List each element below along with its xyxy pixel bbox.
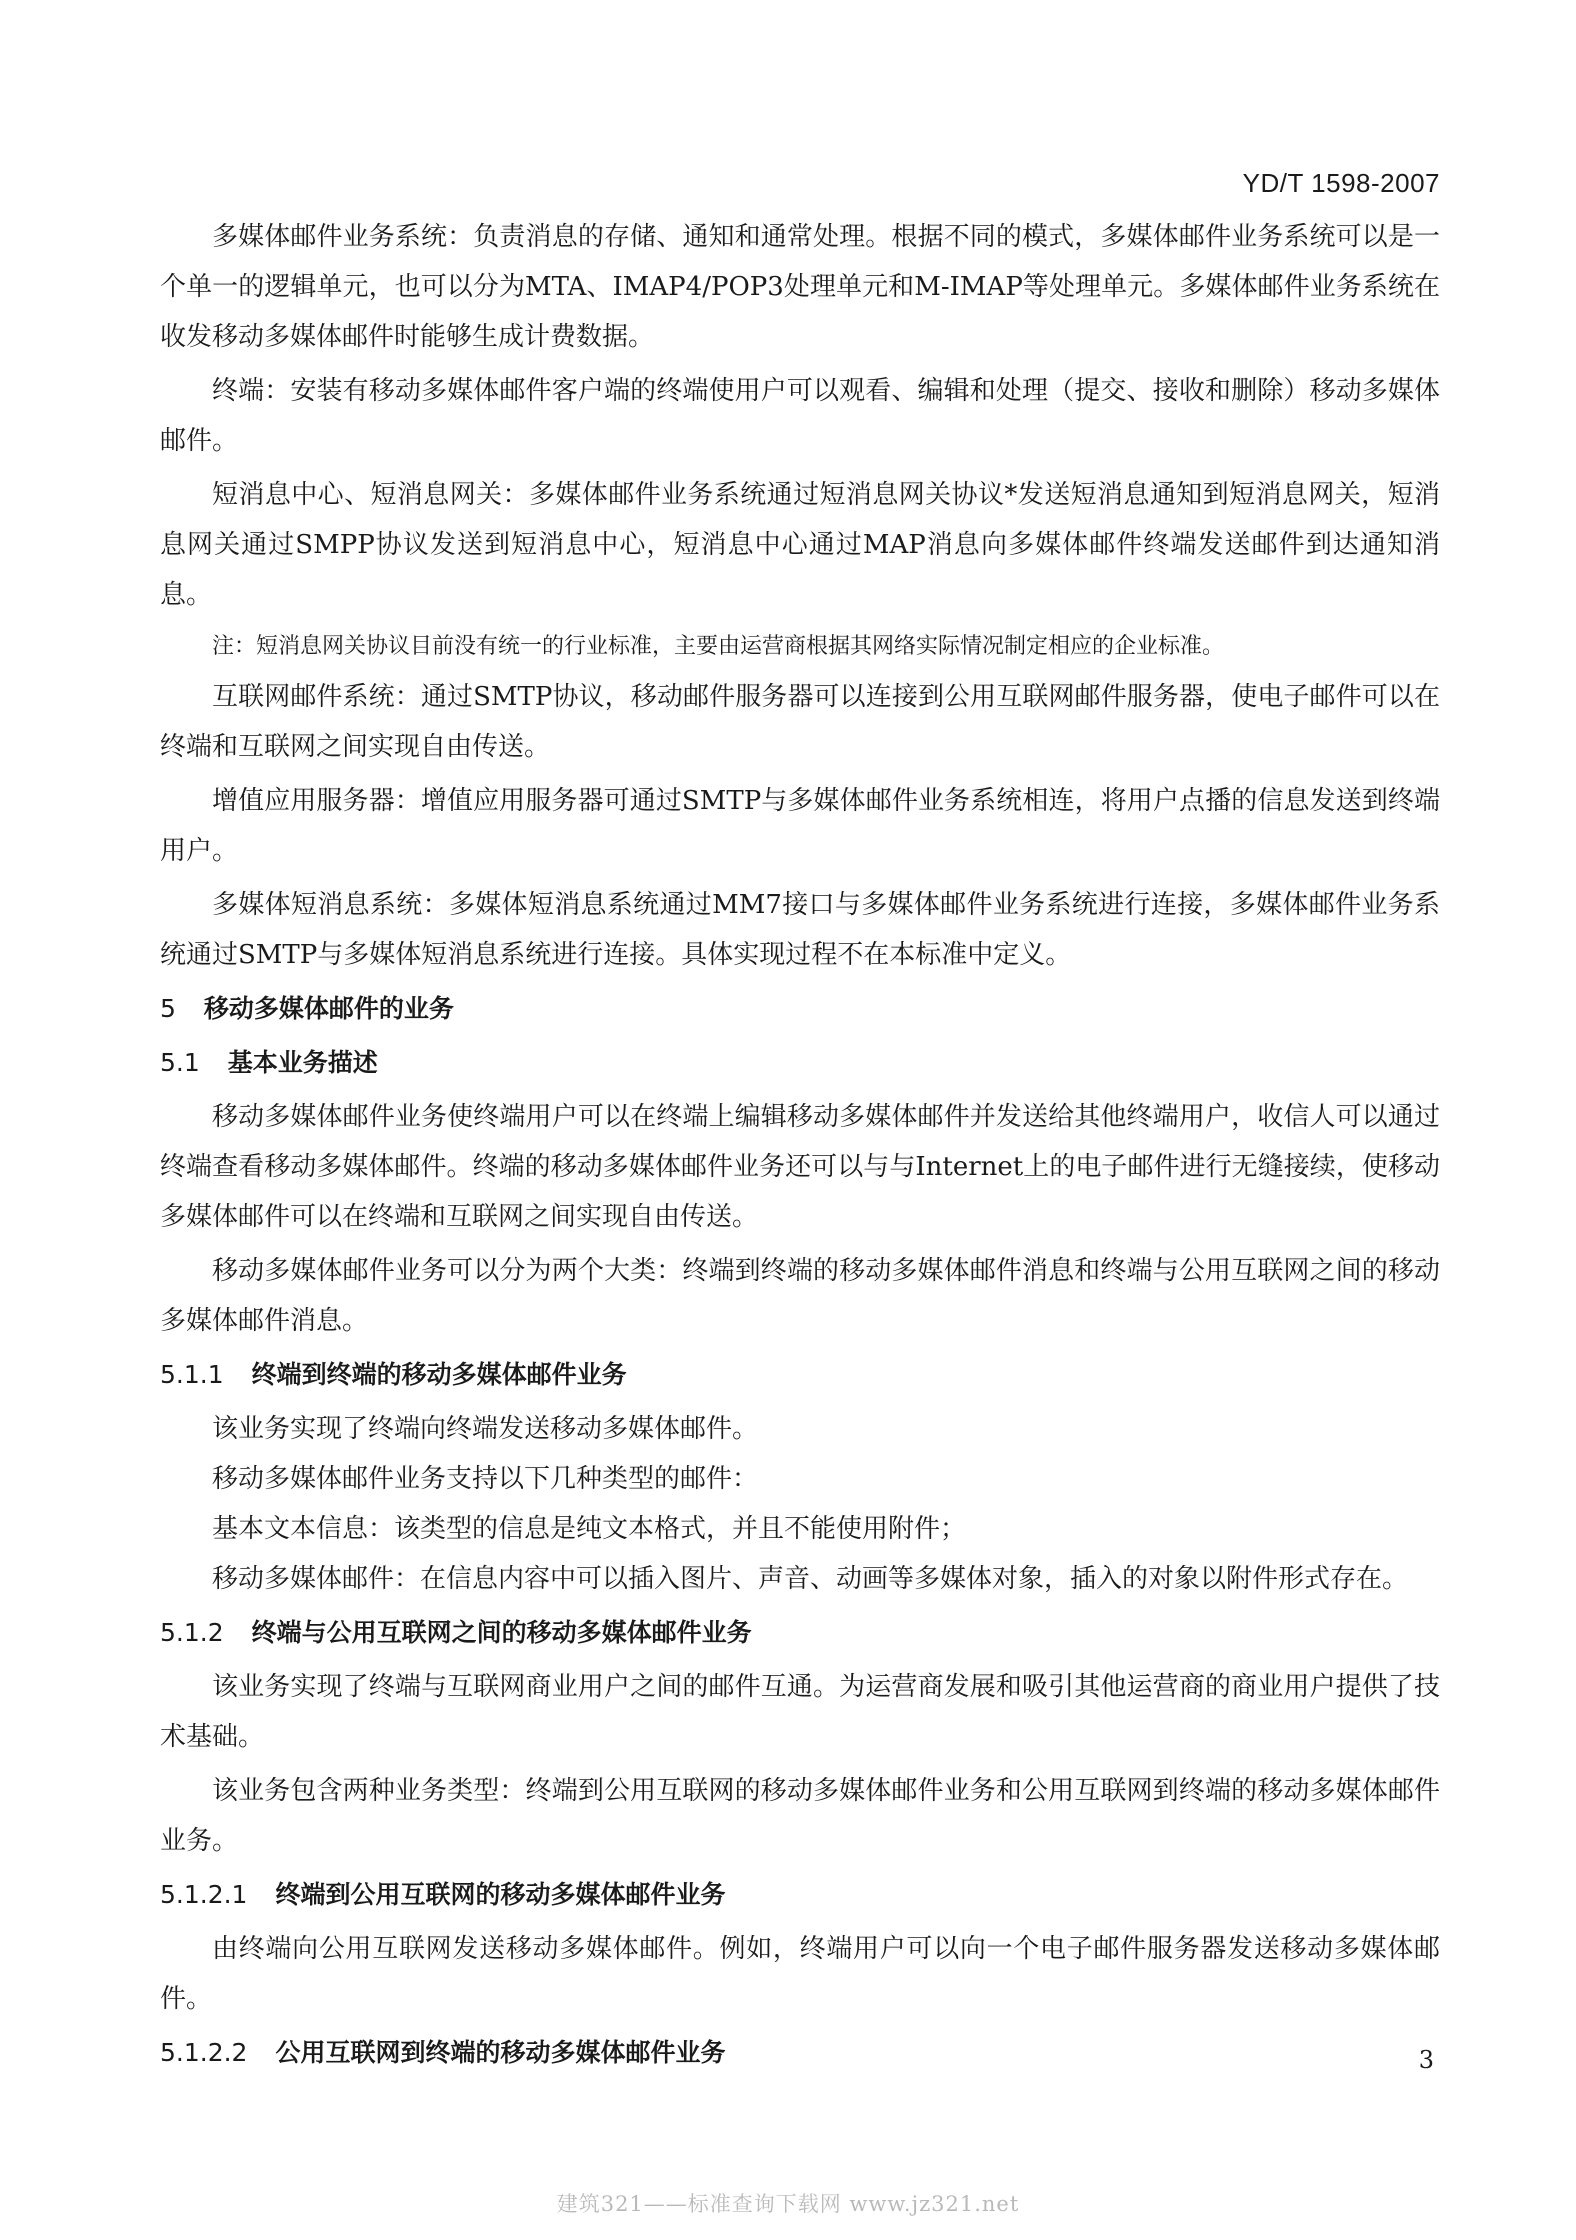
heading-number: 5 <box>160 994 176 1023</box>
paragraph-terminal: 终端：安装有移动多媒体邮件客户端的终端使用户可以观看、编辑和处理（提交、接收和删除）移动多媒体邮件。 <box>160 376 1440 456</box>
heading-text: 移动多媒体邮件的业务 <box>203 994 454 1023</box>
line-mail-types: 移动多媒体邮件业务支持以下几种类型的邮件： <box>212 1464 759 1494</box>
heading-number: 5.1 <box>160 1048 200 1077</box>
paragraph-mms-system: 多媒体短消息系统：多媒体短消息系统通过MM7接口与多媒体邮件业务系统进行连接，多媒体邮件业务系统通过SMTP与多媒体短消息系统进行连接。具体实现过程不在本标准中定义。 <box>160 890 1440 970</box>
heading-5-1 <box>160 1038 1440 1088</box>
heading-number: 5.1.2.2 <box>160 2038 248 2067</box>
heading-text: 终端到公用互联网的移动多媒体邮件业务 <box>275 1880 726 1909</box>
document-body <box>160 212 1440 2082</box>
paragraph-service-categories: 移动多媒体邮件业务可以分为两个大类：终端到终端的移动多媒体邮件消息和终端与公用互联网之间的移动多媒体邮件消息。 <box>160 1256 1440 1336</box>
paragraph-two-types: 该业务包含两种业务类型：终端到公用互联网的移动多媒体邮件业务和公用互联网到终端的移动多媒体邮件业务。 <box>160 1776 1440 1856</box>
note-sms-protocol: 注：短消息网关协议目前没有统一的行业标准，主要由运营商根据其网络实际情况制定相应的企业标准。 <box>212 634 1225 659</box>
line-basic-text: 基本文本信息：该类型的信息是纯文本格式，并且不能使用附件； <box>212 1514 967 1544</box>
paragraph-terminal-to-internet: 由终端向公用互联网发送移动多媒体邮件。例如，终端用户可以向一个电子邮件服务器发送移动多媒体邮件。 <box>160 1934 1440 2014</box>
line-service-implements: 该业务实现了终端向终端发送移动多媒体邮件。 <box>212 1414 759 1444</box>
heading-5 <box>160 984 1440 1034</box>
heading-number: 5.1.2 <box>160 1618 224 1647</box>
paragraph-basic-service: 移动多媒体邮件业务使终端用户可以在终端上编辑移动多媒体邮件并发送给其他终端用户，收信人可以通过终端查看移动多媒体邮件。终端的移动多媒体邮件业务还可以与与Internet上的电子邮件进行无缝接续，使移动多媒体邮件可以在终端和互联网之间实现自由传送。 <box>160 1102 1440 1232</box>
paragraph-sms-gateway: 短消息中心、短消息网关：多媒体邮件业务系统通过短消息网关协议*发送短消息通知到短消息网关，短消息网关通过SMPP协议发送到短消息中心，短消息中心通过MAP消息向多媒体邮件终端发送邮件到达通知消息。 <box>160 480 1440 610</box>
heading-text: 公用互联网到终端的移动多媒体邮件业务 <box>275 2038 726 2067</box>
heading-text: 终端到终端的移动多媒体邮件业务 <box>251 1360 627 1389</box>
heading-text: 基本业务描述 <box>227 1048 378 1077</box>
watermark-text: 建筑321——标准查询下载网 www.jz321.net <box>556 2192 1020 2216</box>
paragraph-value-added-server: 增值应用服务器：增值应用服务器可通过SMTP与多媒体邮件业务系统相连，将用户点播的信息发送到终端用户。 <box>160 786 1440 866</box>
paragraph-internet-mail: 互联网邮件系统：通过SMTP协议，移动邮件服务器可以连接到公用互联网邮件服务器，使电子邮件可以在终端和互联网之间实现自由传送。 <box>160 682 1440 762</box>
heading-text: 终端与公用互联网之间的移动多媒体邮件业务 <box>251 1618 752 1647</box>
document-code: YD/T 1598-2007 <box>1242 168 1440 198</box>
paragraph-interop: 该业务实现了终端与互联网商业用户之间的邮件互通。为运营商发展和吸引其他运营商的商业用户提供了技术基础。 <box>160 1672 1440 1752</box>
heading-number: 5.1.2.1 <box>160 1880 248 1909</box>
paragraph-mail-system: 多媒体邮件业务系统：负责消息的存储、通知和通常处理。根据不同的模式，多媒体邮件业务系统可以是一个单一的逻辑单元，也可以分为MTA、IMAP4/POP3处理单元和M-IMAP等处理单元。多媒体邮件业务系统在收发移动多媒体邮件时能够生成计费数据。 <box>160 222 1440 352</box>
heading-5-1-2-1 <box>160 1870 1440 1920</box>
heading-5-1-1 <box>160 1350 1440 1400</box>
heading-5-1-2-2 <box>160 2028 1440 2078</box>
heading-5-1-2 <box>160 1608 1440 1658</box>
page-number: 3 <box>1418 2046 1434 2074</box>
paragraph-mms-mail: 移动多媒体邮件：在信息内容中可以插入图片、声音、动画等多媒体对象，插入的对象以附件形式存在。 <box>212 1564 1409 1594</box>
heading-number: 5.1.1 <box>160 1360 224 1389</box>
line-group <box>160 1404 1440 1554</box>
